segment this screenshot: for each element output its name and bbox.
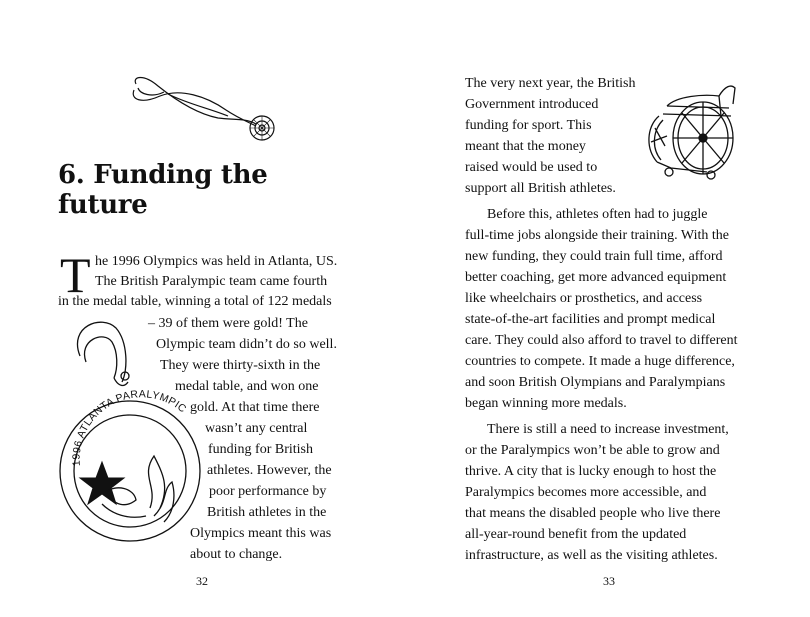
right-page [405, 0, 810, 617]
text-line: athletes. However, the [207, 463, 332, 478]
text-line: Olympics meant this was [190, 526, 332, 541]
chapter-heading: 6. Funding the future [58, 160, 268, 220]
text-line: The very next year, the British [465, 76, 636, 91]
text-line: They were thirty-sixth in the [160, 358, 321, 373]
text-line: new funding, they could train full time, afford [465, 249, 723, 264]
text-line: There is still a need to increase investment, [487, 422, 729, 437]
text-line: or the Paralympics won’t be able to grow and [465, 443, 720, 458]
text-line: began winning more medals. [465, 396, 627, 411]
text-line: all-year-round benefit from the updated [465, 527, 687, 542]
text-line: Before this, athletes often had to juggle [487, 207, 708, 222]
text-line: medal table, and won one [175, 379, 319, 394]
text-line: better coaching, get more advanced equipment [465, 270, 727, 285]
text-line: countries to compete. It made a huge difference, [465, 354, 735, 369]
page-number-right: 33 [603, 574, 615, 588]
text-line: poor performance by [209, 484, 327, 499]
text-line: funding for sport. This [465, 118, 592, 133]
text-line: support all British athletes. [465, 181, 616, 196]
wheelchair-illustration [637, 76, 747, 180]
medal-inscription: 1996 ATLANTA PARALYMPIC GAMES [53, 307, 192, 467]
text-line: care. They could also afford to travel to different [465, 333, 738, 348]
text-line: Government introduced [465, 97, 599, 112]
text-line: Paralympics becomes more accessible, and [465, 485, 707, 500]
text-line: in the medal table, winning a total of 122 medals [58, 294, 332, 309]
text-line: meant that the money [465, 139, 586, 154]
medal-ribbon-icon [128, 74, 293, 154]
page-number-left: 32 [196, 574, 208, 588]
text-line: Olympic team didn’t do so well. [156, 337, 337, 352]
text-line: raised would be used to [465, 160, 598, 175]
drop-cap: T [60, 247, 91, 303]
text-line: about to change. [190, 547, 283, 562]
text-line: that means the disabled people who live there [465, 506, 721, 521]
text-line: like wheelchairs or prosthetics, and access [465, 291, 703, 306]
text-line: The British Paralympic team came fourth [95, 274, 328, 289]
text-line: British athletes in the [207, 505, 327, 520]
text-line: – 39 of them were gold! The [148, 316, 308, 331]
text-line: full-time jobs alongside their training. With the [465, 228, 729, 243]
text-line: gold. At that time there [190, 400, 320, 415]
text-line: wasn’t any central [205, 421, 308, 436]
text-line: and soon British Olympians and Paralympians [465, 375, 726, 390]
text-line: thrive. A city that is lucky enough to host the [465, 464, 717, 479]
text-line: state-of-the-art facilities and prompt medical [465, 312, 716, 327]
text-line: infrastructure, as well as the visiting athletes. [465, 548, 718, 563]
text-line: he 1996 Olympics was held in Atlanta, US. [95, 254, 338, 269]
text-line: funding for British [208, 442, 313, 457]
